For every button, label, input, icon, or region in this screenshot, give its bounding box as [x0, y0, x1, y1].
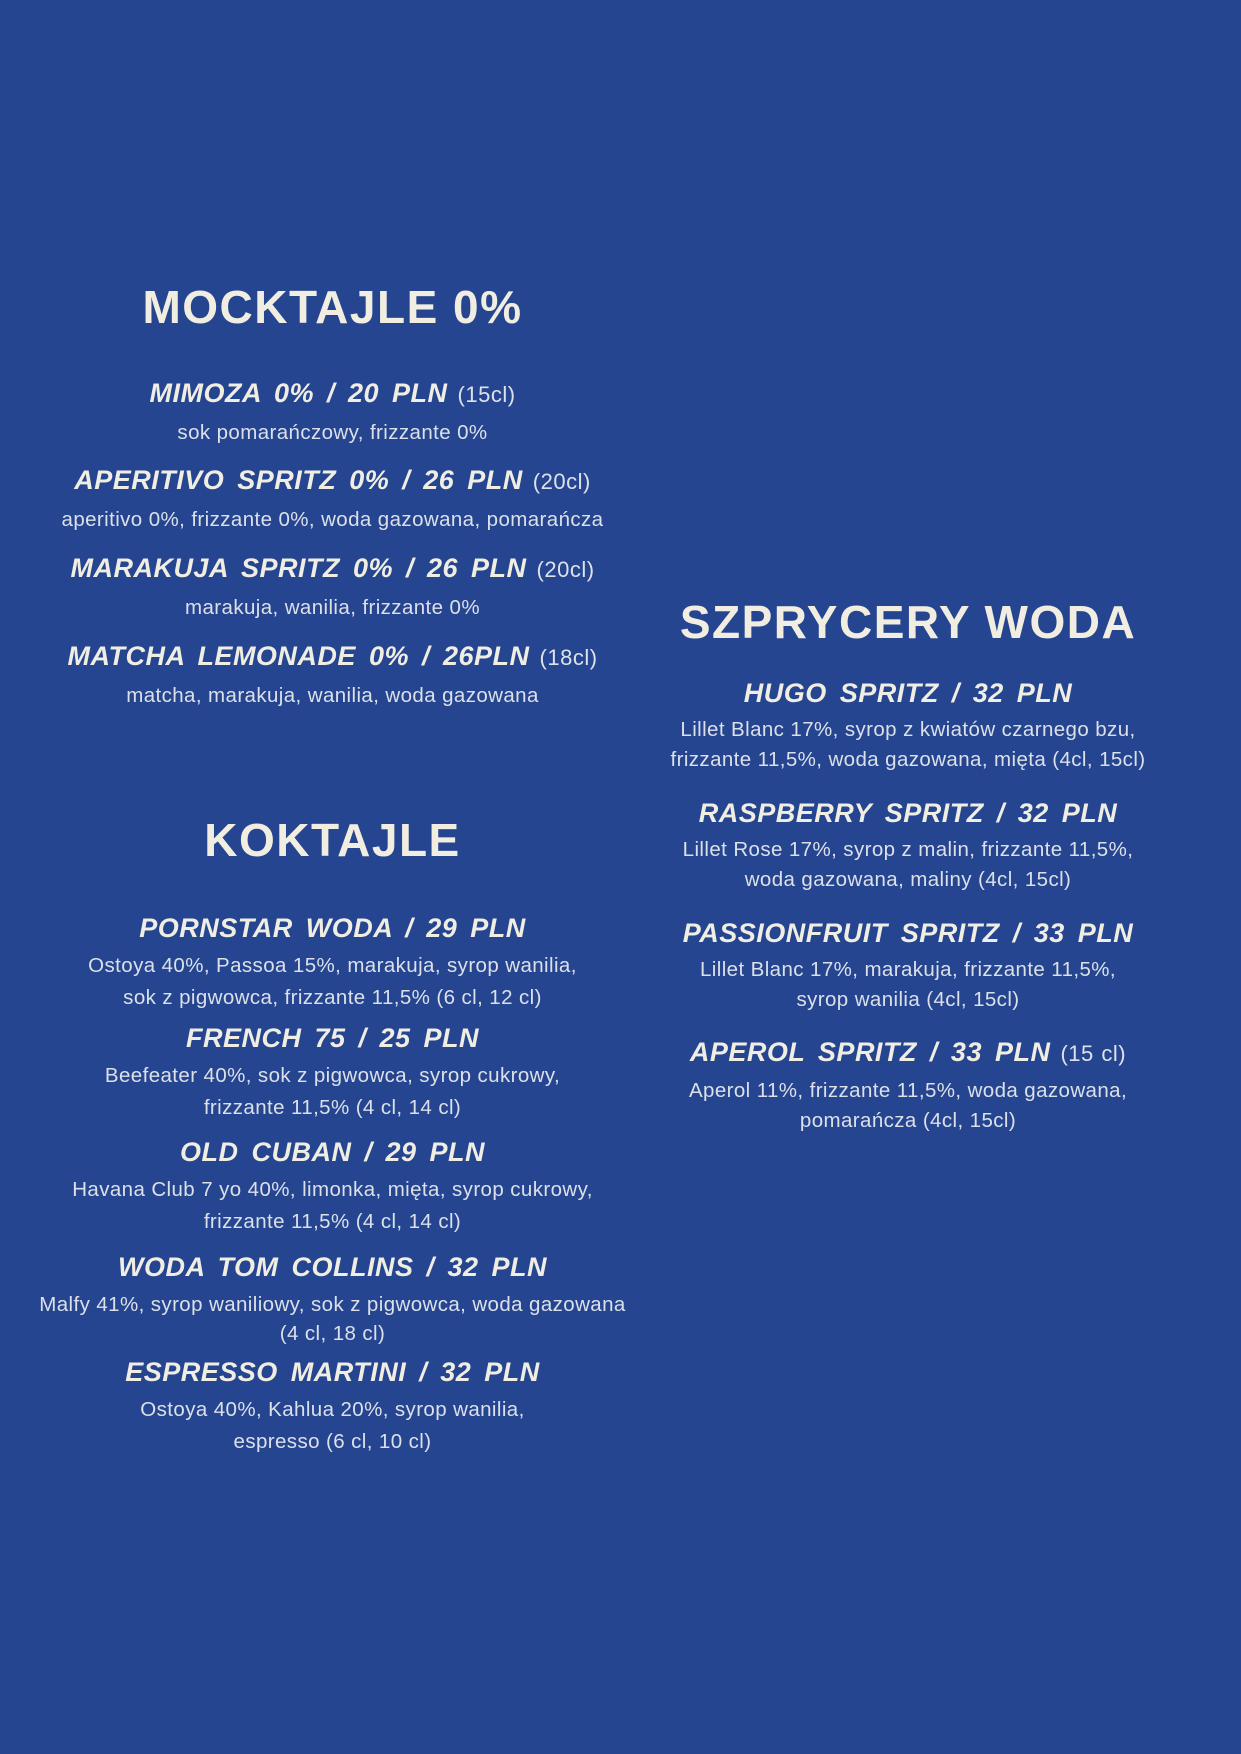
item-description: aperitivo 0%, frizzante 0%, woda gazowana, pomarańcza — [61, 508, 604, 531]
item-description: Havana Club 7 yo 40%, limonka, mięta, syrop cukrowy, — [72, 1178, 593, 1201]
item-description: Lillet Rose 17%, syrop z malin, frizzante 11,5%, — [682, 838, 1134, 861]
item-title — [149, 376, 515, 412]
item-title: PASSIONFRUIT SPRITZ / 33 PLN — [682, 918, 1134, 948]
menu-item-matcha-lemonade — [40, 639, 625, 712]
item-title: PORNSTAR WODA / 29 PLN — [139, 913, 526, 943]
item-title: OLD CUBAN / 29 PLN — [179, 1137, 486, 1167]
item-description: syrop wanilia (4cl, 15cl) — [796, 988, 1020, 1011]
menu-item-french-75 — [40, 1021, 625, 1124]
item-name-price: MARAKUJA SPRITZ 0% / 26 PLN — [70, 553, 527, 583]
item-description: Malfy 41%, syrop waniliowy, sok z pigwowca, woda gazowana — [39, 1293, 626, 1316]
item-name-price: MIMOZA 0% / 20 PLN — [149, 378, 448, 408]
item-description: sok z pigwowca, frizzante 11,5% (6 cl, 12 cl) — [123, 986, 542, 1009]
item-size: (15 cl) — [1060, 1041, 1127, 1066]
section-heading: SZPRYCERY WODA — [679, 596, 1137, 648]
item-name-price: APEROL SPRITZ / 33 PLN — [689, 1037, 1051, 1067]
item-title: WODA TOM COLLINS / 32 PLN — [117, 1252, 548, 1282]
item-description: espresso (6 cl, 10 cl) — [233, 1430, 432, 1453]
menu-item-hugo-spritz — [670, 676, 1146, 775]
menu-item-espresso-martini — [40, 1355, 625, 1458]
item-description: marakuja, wanilia, frizzante 0% — [185, 596, 480, 619]
item-title — [70, 551, 594, 587]
item-description: sok pomarańczowy, frizzante 0% — [177, 421, 488, 444]
item-description: Beefeater 40%, sok z pigwowca, syrop cukrowy, — [104, 1064, 561, 1087]
menu-item-marakuja-spritz — [40, 551, 625, 624]
section-heading: MOCKTAJLE 0% — [142, 281, 523, 333]
item-description: woda gazowana, maliny (4cl, 15cl) — [744, 868, 1072, 891]
item-size: (20cl) — [532, 469, 591, 494]
item-description: Lillet Blanc 17%, marakuja, frizzante 11,5%, — [699, 958, 1117, 981]
item-description: frizzante 11,5%, woda gazowana, mięta (4cl, 15cl) — [670, 748, 1146, 771]
menu-item-aperitivo-spritz — [40, 463, 625, 536]
section-koktajle-heading — [40, 816, 625, 864]
item-description: pomarańcza (4cl, 15cl) — [799, 1109, 1017, 1132]
item-name-price: APERITIVO SPRITZ 0% / 26 PLN — [74, 465, 523, 495]
menu-item-woda-tom-collins — [40, 1250, 625, 1346]
item-description: frizzante 11,5% (4 cl, 14 cl) — [203, 1210, 462, 1233]
item-size: (20cl) — [536, 557, 595, 582]
item-description: matcha, marakuja, wanilia, woda gazowana — [126, 684, 539, 707]
item-title — [67, 639, 597, 675]
item-description: (4 cl, 18 cl) — [279, 1322, 386, 1345]
item-title — [74, 463, 591, 499]
item-title — [690, 1035, 1126, 1071]
item-description: Aperol 11%, frizzante 11,5%, woda gazowana, — [688, 1079, 1128, 1102]
menu-item-old-cuban — [40, 1135, 625, 1238]
section-heading: KOKTAJLE — [204, 814, 461, 866]
item-title: ESPRESSO MARTINI / 32 PLN — [125, 1357, 540, 1387]
item-size: (18cl) — [539, 645, 598, 670]
item-size: (15cl) — [457, 382, 516, 407]
item-title: FRENCH 75 / 25 PLN — [185, 1023, 480, 1053]
menu-item-mimoza — [40, 376, 625, 449]
section-mocktajle-heading — [40, 283, 625, 331]
item-title: HUGO SPRITZ / 32 PLN — [743, 678, 1073, 708]
item-name-price: MATCHA LEMONADE 0% / 26PLN — [67, 641, 530, 671]
item-title: RASPBERRY SPRITZ / 32 PLN — [698, 798, 1118, 828]
item-description: Ostoya 40%, Kahlua 20%, syrop wanilia, — [140, 1398, 525, 1421]
menu-item-aperol-spritz — [688, 1035, 1128, 1136]
section-szprycery-heading — [679, 596, 1137, 648]
item-description: Ostoya 40%, Passoa 15%, marakuja, syrop wanilia, — [88, 954, 577, 977]
item-description: Lillet Blanc 17%, syrop z kwiatów czarnego bzu, — [680, 718, 1136, 741]
menu-item-pornstar-woda — [40, 911, 625, 1014]
menu-item-raspberry-spritz — [682, 796, 1134, 895]
item-description: frizzante 11,5% (4 cl, 14 cl) — [203, 1096, 462, 1119]
menu-item-passionfruit-spritz — [682, 916, 1134, 1015]
